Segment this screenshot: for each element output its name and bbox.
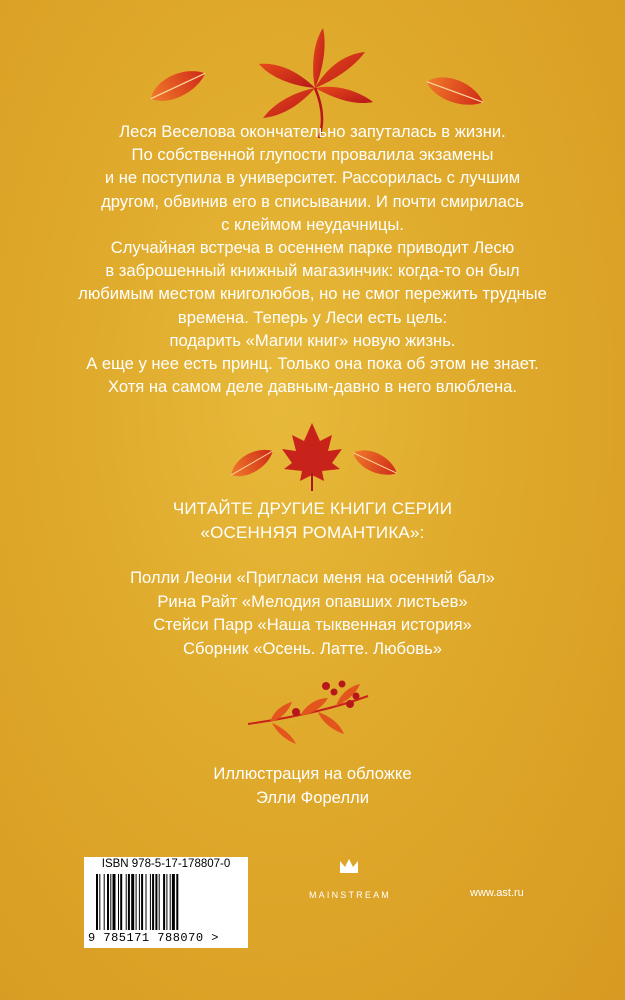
publisher-website[interactable]: www.ast.ru (470, 887, 524, 899)
book-blurb (40, 120, 585, 398)
barcode-bar (126, 874, 127, 930)
barcode-bar (96, 874, 98, 930)
barcode-icon (94, 874, 242, 930)
barcode-bar (163, 874, 165, 930)
blurb-line: Леся Веселова окончательно запуталась в жизни. (119, 122, 506, 141)
middle-leaves-ornament (0, 415, 625, 495)
list-item: Рина Райт «Мелодия опавших листьев» (157, 591, 468, 611)
berry-branch-icon (0, 676, 625, 756)
left-leaf-icon (146, 62, 210, 108)
blurb-line: времена. Теперь у Леси есть цель: (177, 307, 448, 327)
blurb-line: По собственной глупости провалила экзамены (131, 145, 494, 165)
barcode-bar (104, 874, 105, 930)
blurb-line: А еще у нее есть принц. Только она пока об этом не знает. (86, 354, 539, 374)
publisher-name: MAINSTREAM (308, 890, 391, 900)
blurb-line: другом, обвинив его в списывании. И почти смирилась (101, 191, 524, 211)
isbn-label: ISBN 978-5-17-178807-0 (101, 858, 231, 870)
blurb-line: любимым местом книголюбов, но не смог пережить трудные (78, 284, 547, 304)
right-leaf-icon (423, 70, 487, 112)
barcode-bar (141, 874, 143, 930)
barcode-bar (176, 874, 178, 930)
blurb-line: и не поступила в университет. Рассорилась с лучшим (104, 168, 521, 188)
barcode-bar (139, 874, 140, 930)
barcode-bar (152, 874, 154, 930)
barcode-bar (146, 874, 147, 930)
list-item: Сборник «Осень. Латте. Любовь» (183, 638, 442, 658)
crown-logo-icon (339, 858, 359, 874)
series-heading-line: «ОСЕННЯЯ РОМАНТИКА»: (200, 523, 425, 542)
left-leaf-icon (226, 443, 277, 483)
blurb-line: Хотя на самом деле давным-давно в него влюблена. (107, 377, 518, 397)
maple-leaf-icon (282, 423, 342, 491)
blurb-line: Случайная встреча в осеннем парке приводит Лесю (110, 238, 515, 258)
barcode-bar (99, 874, 100, 930)
series-heading-line: ЧИТАЙТЕ ДРУГИЕ КНИГИ СЕРИИ (172, 499, 453, 518)
list-item: Полли Леони «Пригласи меня на осенний бал» (130, 568, 495, 587)
barcode-bar (155, 874, 157, 930)
series-heading (40, 497, 585, 545)
barcode-bar (150, 874, 151, 930)
blurb-line: подарить «Магии книг» новую жизнь. (169, 330, 456, 350)
right-leaf-icon (349, 444, 400, 481)
barcode-bar (120, 874, 122, 930)
blurb-line: с клеймом неудачницы. (221, 214, 404, 234)
barcode-bar (107, 874, 109, 930)
illustration-label: Иллюстрация на обложке (213, 764, 412, 783)
barcode-bar (118, 874, 119, 930)
barcode-bar (113, 874, 116, 930)
barcode-bar (170, 874, 171, 930)
blurb-line: в заброшенный книжный магазинчик: когда-то он был (105, 261, 520, 281)
barcode-bar (166, 874, 167, 930)
other-books-list (40, 566, 585, 660)
barcode-bar (159, 874, 160, 930)
barcode-digits: 9 785171 788070 > (88, 931, 219, 945)
illustrator-name: Элли Форелли (255, 787, 369, 807)
barcode-bar (110, 874, 111, 930)
isbn-barcode-box (84, 857, 248, 948)
illustration-credit (40, 762, 585, 809)
barcode-bar (172, 874, 175, 930)
barcode-bar (131, 874, 134, 930)
barcode-bar (136, 874, 137, 930)
list-item: Стейси Парр «Наша тыквенная история» (153, 615, 472, 634)
barcode-bar (128, 874, 130, 930)
